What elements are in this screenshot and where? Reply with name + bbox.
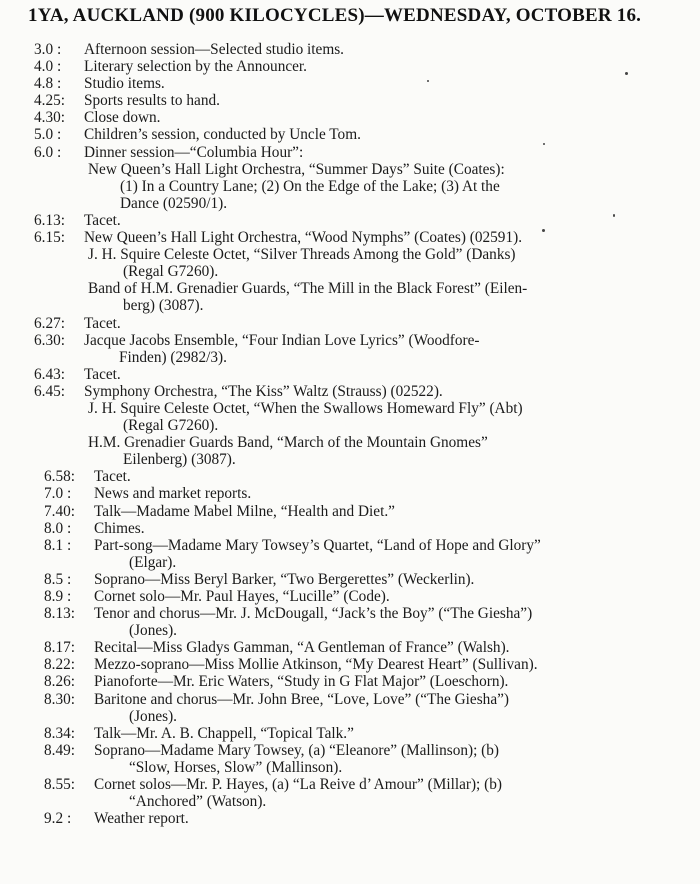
entry-text — [0, 537, 700, 571]
entry-line: “Anchored” (Watson). — [129, 793, 267, 811]
entry-line: Part-song—Madame Mary Towsey’s Quartet, “Land of Hope and Glory” — [94, 536, 541, 554]
print-speck — [427, 80, 429, 82]
program-entry — [0, 161, 700, 212]
program-entry — [0, 485, 700, 502]
program-entry — [0, 366, 700, 383]
entry-line: Tacet. — [84, 314, 121, 332]
entry-text — [0, 332, 700, 366]
entry-line: Soprano—Miss Beryl Barker, “Two Bergerettes” (Weckerlin). — [94, 570, 475, 588]
entry-text — [0, 144, 700, 161]
entry-time: 6.15: — [34, 229, 66, 247]
entry-line: Cornet solo—Mr. Paul Hayes, “Lucille” (Code). — [94, 588, 390, 605]
entry-line: (1) In a Country Lane; (2) On the Edge of the Lake; (3) At the — [120, 177, 500, 195]
entry-text — [0, 503, 700, 520]
entry-line: New Queen’s Hall Light Orchestra, “Summer Days” Suite (Coates): — [88, 160, 505, 178]
entry-time: 4.25: — [34, 92, 66, 110]
entry-line: Recital—Miss Gladys Gamman, “A Gentleman of France” (Walsh). — [94, 639, 510, 657]
program-entry — [0, 588, 700, 605]
entry-line: Pianoforte—Mr. Eric Waters, “Study in G Flat Major” (Loeschorn). — [94, 673, 509, 691]
entry-time: 4.8 : — [34, 75, 62, 93]
entry-text — [0, 383, 700, 400]
entry-text — [0, 605, 700, 639]
entry-text — [0, 656, 700, 673]
program-entry — [0, 109, 700, 126]
program-entry — [0, 776, 700, 810]
entry-line: H.M. Grenadier Guards Band, “March of the Mountain Gnomes” — [88, 434, 488, 452]
program-entry — [0, 656, 700, 673]
entry-line: Symphony Orchestra, “The Kiss” Waltz (Strauss) (02522). — [84, 382, 443, 400]
program-entry — [0, 605, 700, 639]
entry-line: Studio items. — [84, 75, 165, 93]
entry-time: 8.34: — [44, 724, 76, 742]
entry-line: News and market reports. — [94, 485, 252, 503]
program-entry — [0, 229, 700, 246]
entry-time: 8.49: — [44, 741, 76, 759]
entry-line: Children’s session, conducted by Uncle Tom. — [84, 126, 361, 144]
entry-text — [0, 246, 700, 280]
entry-line: Cornet solos—Mr. P. Hayes, (a) “La Reive d’ Amour” (Millar); (b) — [94, 776, 502, 794]
entry-line: J. H. Squire Celeste Octet, “When the Swallows Homeward Fly” (Abt) — [88, 399, 523, 417]
entry-text — [0, 161, 700, 212]
entry-text — [0, 280, 700, 314]
print-speck — [542, 229, 545, 232]
entry-line: Chimes. — [94, 519, 145, 537]
entry-text — [0, 691, 700, 725]
entry-time: 5.0 : — [34, 126, 62, 144]
entry-text — [0, 366, 700, 383]
program-entry — [0, 810, 700, 827]
program-entry — [0, 691, 700, 725]
entry-text — [0, 75, 700, 92]
entry-line: (Jones). — [129, 707, 178, 725]
program-entry — [0, 742, 700, 776]
entry-text — [0, 810, 700, 827]
entry-text — [0, 92, 700, 109]
entry-text — [0, 41, 700, 58]
program-entry — [0, 503, 700, 520]
program-entry — [0, 673, 700, 690]
entry-time: 8.55: — [44, 776, 76, 794]
entry-text — [0, 673, 700, 690]
entry-line: Baritone and chorus—Mr. John Bree, “Love, Love” (“The Giesha”) — [94, 690, 509, 708]
entry-line: New Queen’s Hall Light Orchestra, “Wood Nymphs” (Coates) (02591). — [84, 229, 523, 247]
entry-time: 8.5 : — [44, 570, 72, 588]
entry-time: 6.0 : — [34, 143, 62, 161]
program-entry — [0, 400, 700, 434]
entry-text — [0, 742, 700, 776]
entry-time: 3.0 : — [34, 41, 62, 58]
program-listing — [0, 41, 700, 827]
entry-time: 6.13: — [34, 211, 66, 229]
program-entry — [0, 434, 700, 468]
entry-line: Close down. — [84, 109, 161, 127]
entry-line: (Regal G7260). — [123, 263, 219, 281]
program-entry — [0, 280, 700, 314]
entry-line: Dance (02590/1). — [120, 194, 228, 212]
program-entry — [0, 571, 700, 588]
entry-line: Finden) (2982/3). — [119, 348, 227, 366]
program-entry — [0, 75, 700, 92]
program-entry — [0, 725, 700, 742]
program-entry — [0, 537, 700, 571]
entry-line: Sports results to hand. — [84, 92, 220, 110]
print-speck — [543, 143, 545, 145]
entry-line: Weather report. — [94, 810, 189, 828]
entry-line: Tenor and chorus—Mr. J. McDougall, “Jack’s the Boy” (“The Giesha”) — [94, 605, 533, 623]
entry-text — [0, 588, 700, 605]
program-entry — [0, 315, 700, 332]
program-entry — [0, 639, 700, 656]
entry-text — [0, 485, 700, 502]
entry-text — [0, 229, 700, 246]
entry-line: “Slow, Horses, Slow” (Mallinson). — [129, 758, 343, 776]
program-entry — [0, 246, 700, 280]
entry-text — [0, 571, 700, 588]
entry-time: 8.22: — [44, 656, 76, 674]
entry-line: (Jones). — [129, 622, 178, 640]
entry-line: (Regal G7260). — [123, 417, 219, 435]
entry-text — [0, 639, 700, 656]
print-speck — [613, 214, 615, 217]
entry-time: 6.30: — [34, 331, 66, 349]
entry-line: Tacet. — [94, 468, 131, 486]
entry-time: 9.2 : — [44, 810, 72, 828]
entry-line: Soprano—Madame Mary Towsey, (a) “Eleanore” (Mallinson); (b) — [94, 741, 500, 759]
program-entry — [0, 144, 700, 161]
entry-text — [0, 776, 700, 810]
program-entry — [0, 332, 700, 366]
program-entry — [0, 383, 700, 400]
entry-line: Mezzo-soprano—Miss Mollie Atkinson, “My Dearest Heart” (Sullivan). — [94, 656, 538, 674]
entry-time: 6.58: — [44, 468, 76, 486]
program-entry — [0, 58, 700, 75]
entry-line: Eilenberg) (3087). — [123, 451, 236, 469]
entry-time: 8.26: — [44, 673, 76, 691]
entry-time: 8.9 : — [44, 588, 72, 605]
entry-time: 6.27: — [34, 314, 66, 332]
entry-text — [0, 434, 700, 468]
entry-line: (Elgar). — [129, 553, 177, 571]
entry-time: 4.0 : — [34, 58, 62, 76]
entry-time: 6.45: — [34, 382, 66, 400]
program-entry — [0, 212, 700, 229]
entry-line: Talk—Mr. A. B. Chappell, “Topical Talk.” — [94, 724, 354, 742]
print-speck — [625, 72, 628, 75]
entry-time: 8.17: — [44, 639, 76, 657]
entry-time: 6.43: — [34, 365, 66, 383]
entry-line: Band of H.M. Grenadier Guards, “The Mill in the Black Forest” (Eilen- — [88, 280, 528, 298]
entry-text — [0, 400, 700, 434]
program-entry — [0, 520, 700, 537]
entry-text — [0, 468, 700, 485]
entry-text — [0, 126, 700, 143]
entry-line: Afternoon session—Selected studio items. — [84, 41, 345, 58]
entry-line: J. H. Squire Celeste Octet, “Silver Threads Among the Gold” (Danks) — [88, 246, 516, 264]
entry-line: Jacque Jacobs Ensemble, “Four Indian Love Lyrics” (Woodfore- — [84, 331, 480, 349]
entry-time: 4.30: — [34, 109, 66, 127]
program-entry — [0, 92, 700, 109]
entry-time: 8.0 : — [44, 519, 72, 537]
program-entry — [0, 126, 700, 143]
entry-time: 8.30: — [44, 690, 76, 708]
program-entry — [0, 468, 700, 485]
entry-text — [0, 315, 700, 332]
entry-text — [0, 58, 700, 75]
entry-line: Tacet. — [84, 211, 121, 229]
entry-line: Talk—Madame Mabel Milne, “Health and Diet.” — [94, 502, 395, 520]
entry-text — [0, 109, 700, 126]
station-heading: 1YA, AUCKLAND (900 KILOCYCLES)—WEDNESDAY, OCTOBER 16. — [28, 5, 642, 26]
entry-time: 8.1 : — [44, 536, 72, 554]
entry-text — [0, 520, 700, 537]
entry-time: 8.13: — [44, 605, 76, 623]
entry-text — [0, 212, 700, 229]
program-entry — [0, 41, 700, 58]
entry-line: Tacet. — [84, 365, 121, 383]
entry-line: Literary selection by the Announcer. — [84, 58, 308, 76]
entry-time: 7.0 : — [44, 485, 72, 503]
entry-time: 7.40: — [44, 502, 76, 520]
entry-line: Dinner session—“Columbia Hour”: — [84, 143, 304, 161]
entry-line: berg) (3087). — [123, 297, 204, 315]
entry-text — [0, 725, 700, 742]
